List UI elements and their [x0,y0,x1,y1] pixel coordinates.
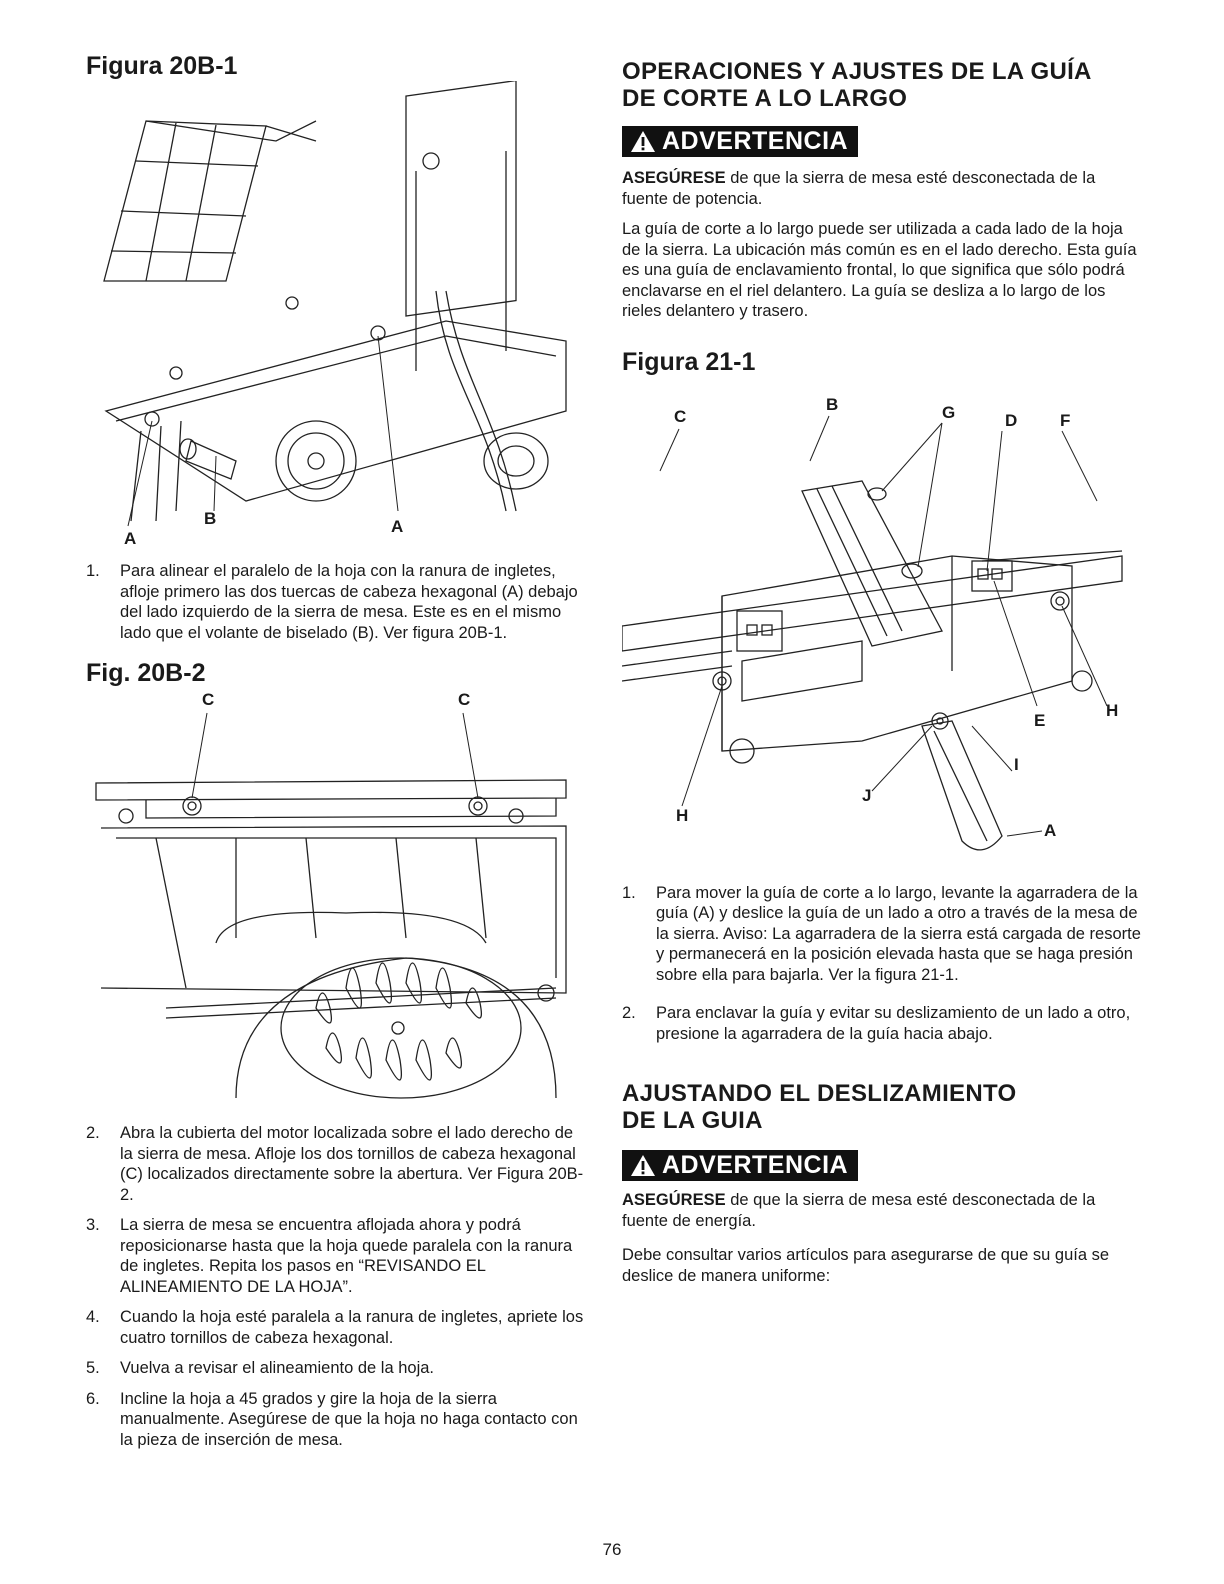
left-column [86,52,586,1460]
label-i: I [1014,754,1019,774]
label-b: B [204,509,217,528]
list-item [86,1123,586,1205]
step-text: Abra la cubierta del motor localizada sobre el lado derecho de la sierra de mesa. Afloje los dos tornillos de cabeza hexagonal (C) localizados directamente sobre la abertura. Ver Figura 20B-2. [120,1124,584,1204]
step-text: Para mover la guía de corte a lo largo, levante la agarradera de la guía (A) y deslice la guía de un lado a otro a través de la mesa de la sierra. Aviso: La agarradera de la sierra está cargada de resorte y permanecerá en la posición elevada hasta que se haga presión sobre ella para bajarla. Ver la figura 21-1. [656,883,1141,984]
step-number: 1. [622,883,636,902]
warning-block-1 [622,126,1142,158]
step-text: Para enclavar la guía y evitar su deslizamiento de un lado a otro, presione la agarradera de la guía hacia abajo. [656,1004,1131,1043]
warning-label: ADVERTENCIA [662,1151,849,1179]
section-title-fence-operations [622,58,1142,112]
step-number: 2. [86,1124,100,1142]
warning-triangle-icon [630,130,656,153]
fence-description: La guía de corte a lo largo puede ser utilizada a cada lado de la hoja de la sierra. La ubicación más común es en el lado derecho. Esta guía es una guía de enclavamiento frontal, lo que significa que sólo podrá enclavarse en el riel delantero. La guía se desliza a lo largo de los rieles delantero y trasero. [622,220,1137,320]
section-title-line1: AJUSTANDO EL DESLIZAMIENTO [622,1080,1017,1107]
figure-20b-2-title: Fig. 20B-2 [86,659,206,687]
label-a: A [1044,820,1057,840]
warning-triangle-icon [630,1154,656,1177]
step-text: Vuelva a revisar el alineamiento de la hoja. [120,1359,434,1377]
label-h-right: H [1106,700,1119,720]
warning-emphasis: ASEGÚRESE [622,169,726,187]
list-item [86,1215,586,1297]
step-number: 6. [86,1389,100,1408]
step-text: La sierra de mesa se encuentra aflojada ahora y podrá reposicionarse hasta que la hoja quede paralela con la ranura de ingletes. Repita los pasos en “REVISANDO EL ALINEAMIENTO DE LA HOJA”. [120,1216,573,1296]
step-number: 5. [86,1359,100,1377]
list-item [86,1358,586,1379]
fence-slide-description: Debe consultar varios artículos para asegurarse de que su guía se deslice de manera uniforme: [622,1246,1110,1285]
label-a-right: A [391,517,404,536]
warning-block-2 [622,1150,1142,1182]
warning-badge [622,126,858,157]
step-text: Cuando la hoja esté paralela a la ranura de ingletes, apriete los cuatro tornillos de cabeza hexagonal. [120,1308,584,1347]
figure-20b-2-illustration [86,688,586,1113]
right-column [622,58,1142,1296]
label-a-left: A [124,529,137,548]
label-f: F [1060,410,1071,430]
list-item [622,1003,1142,1044]
step-number: 3. [86,1216,100,1234]
figure-20b-2 [86,688,586,1113]
figure-20b-1 [86,81,586,551]
list-item [86,561,586,643]
figure-21-1 [622,381,1142,871]
label-c: C [674,406,687,426]
step-number: 1. [86,562,100,580]
figure-21-1-title: Figura 21-1 [622,347,756,376]
step-text: Para alinear el paralelo de la hoja con la ranura de ingletes, afloje primero las dos tuercas de cabeza hexagonal (A) debajo del lado izquierdo de la sierra de mesa. Este es en el mismo lado que el volante de biselado (B). Ver figura 20B-1. [120,562,578,642]
section-title-line1: OPERACIONES Y AJUSTES DE LA GUÍA [622,58,1092,85]
figure-21-1-illustration [622,381,1142,871]
page-number: 76 [602,1540,622,1559]
step-number: 4. [86,1308,100,1326]
warning-label: ADVERTENCIA [662,127,849,155]
figure-20b-1-title: Figura 20B-1 [86,52,238,80]
steps-list-a [86,561,586,643]
steps-list-fence [622,883,1142,1045]
warning-body: de que la sierra de mesa esté desconectada de la fuente de potencia. [622,169,1096,208]
list-item [622,883,1142,986]
section-title-fence-slide [622,1080,1142,1134]
list-item [86,1389,586,1451]
label-b: B [826,394,839,414]
figure-20b-1-illustration [86,81,586,551]
step-number: 2. [622,1004,636,1022]
label-d: D [1005,410,1018,430]
label-g: G [942,402,956,422]
warning-badge [622,1150,858,1181]
section-title-line2: DE LA GUIA [622,1107,763,1134]
list-item [86,1307,586,1348]
warning-body: de que la sierra de mesa esté desconectada de la fuente de energía. [622,1191,1096,1230]
section-title-line2: DE CORTE A LO LARGO [622,85,908,112]
warning-text [622,1190,1142,1231]
warning-emphasis: ASEGÚRESE [622,1191,726,1209]
step-text: Incline la hoja a 45 grados y gire la hoja de la sierra manualmente. Asegúrese de que la hoja no haga contacto con la pieza de inserción de mesa. [120,1389,578,1449]
label-e: E [1034,710,1046,730]
label-j: J [862,785,872,805]
label-c-right: C [458,690,471,709]
label-h-left: H [676,805,689,825]
label-c-left: C [202,690,215,709]
warning-text [622,168,1142,209]
steps-list-b [86,1123,586,1450]
